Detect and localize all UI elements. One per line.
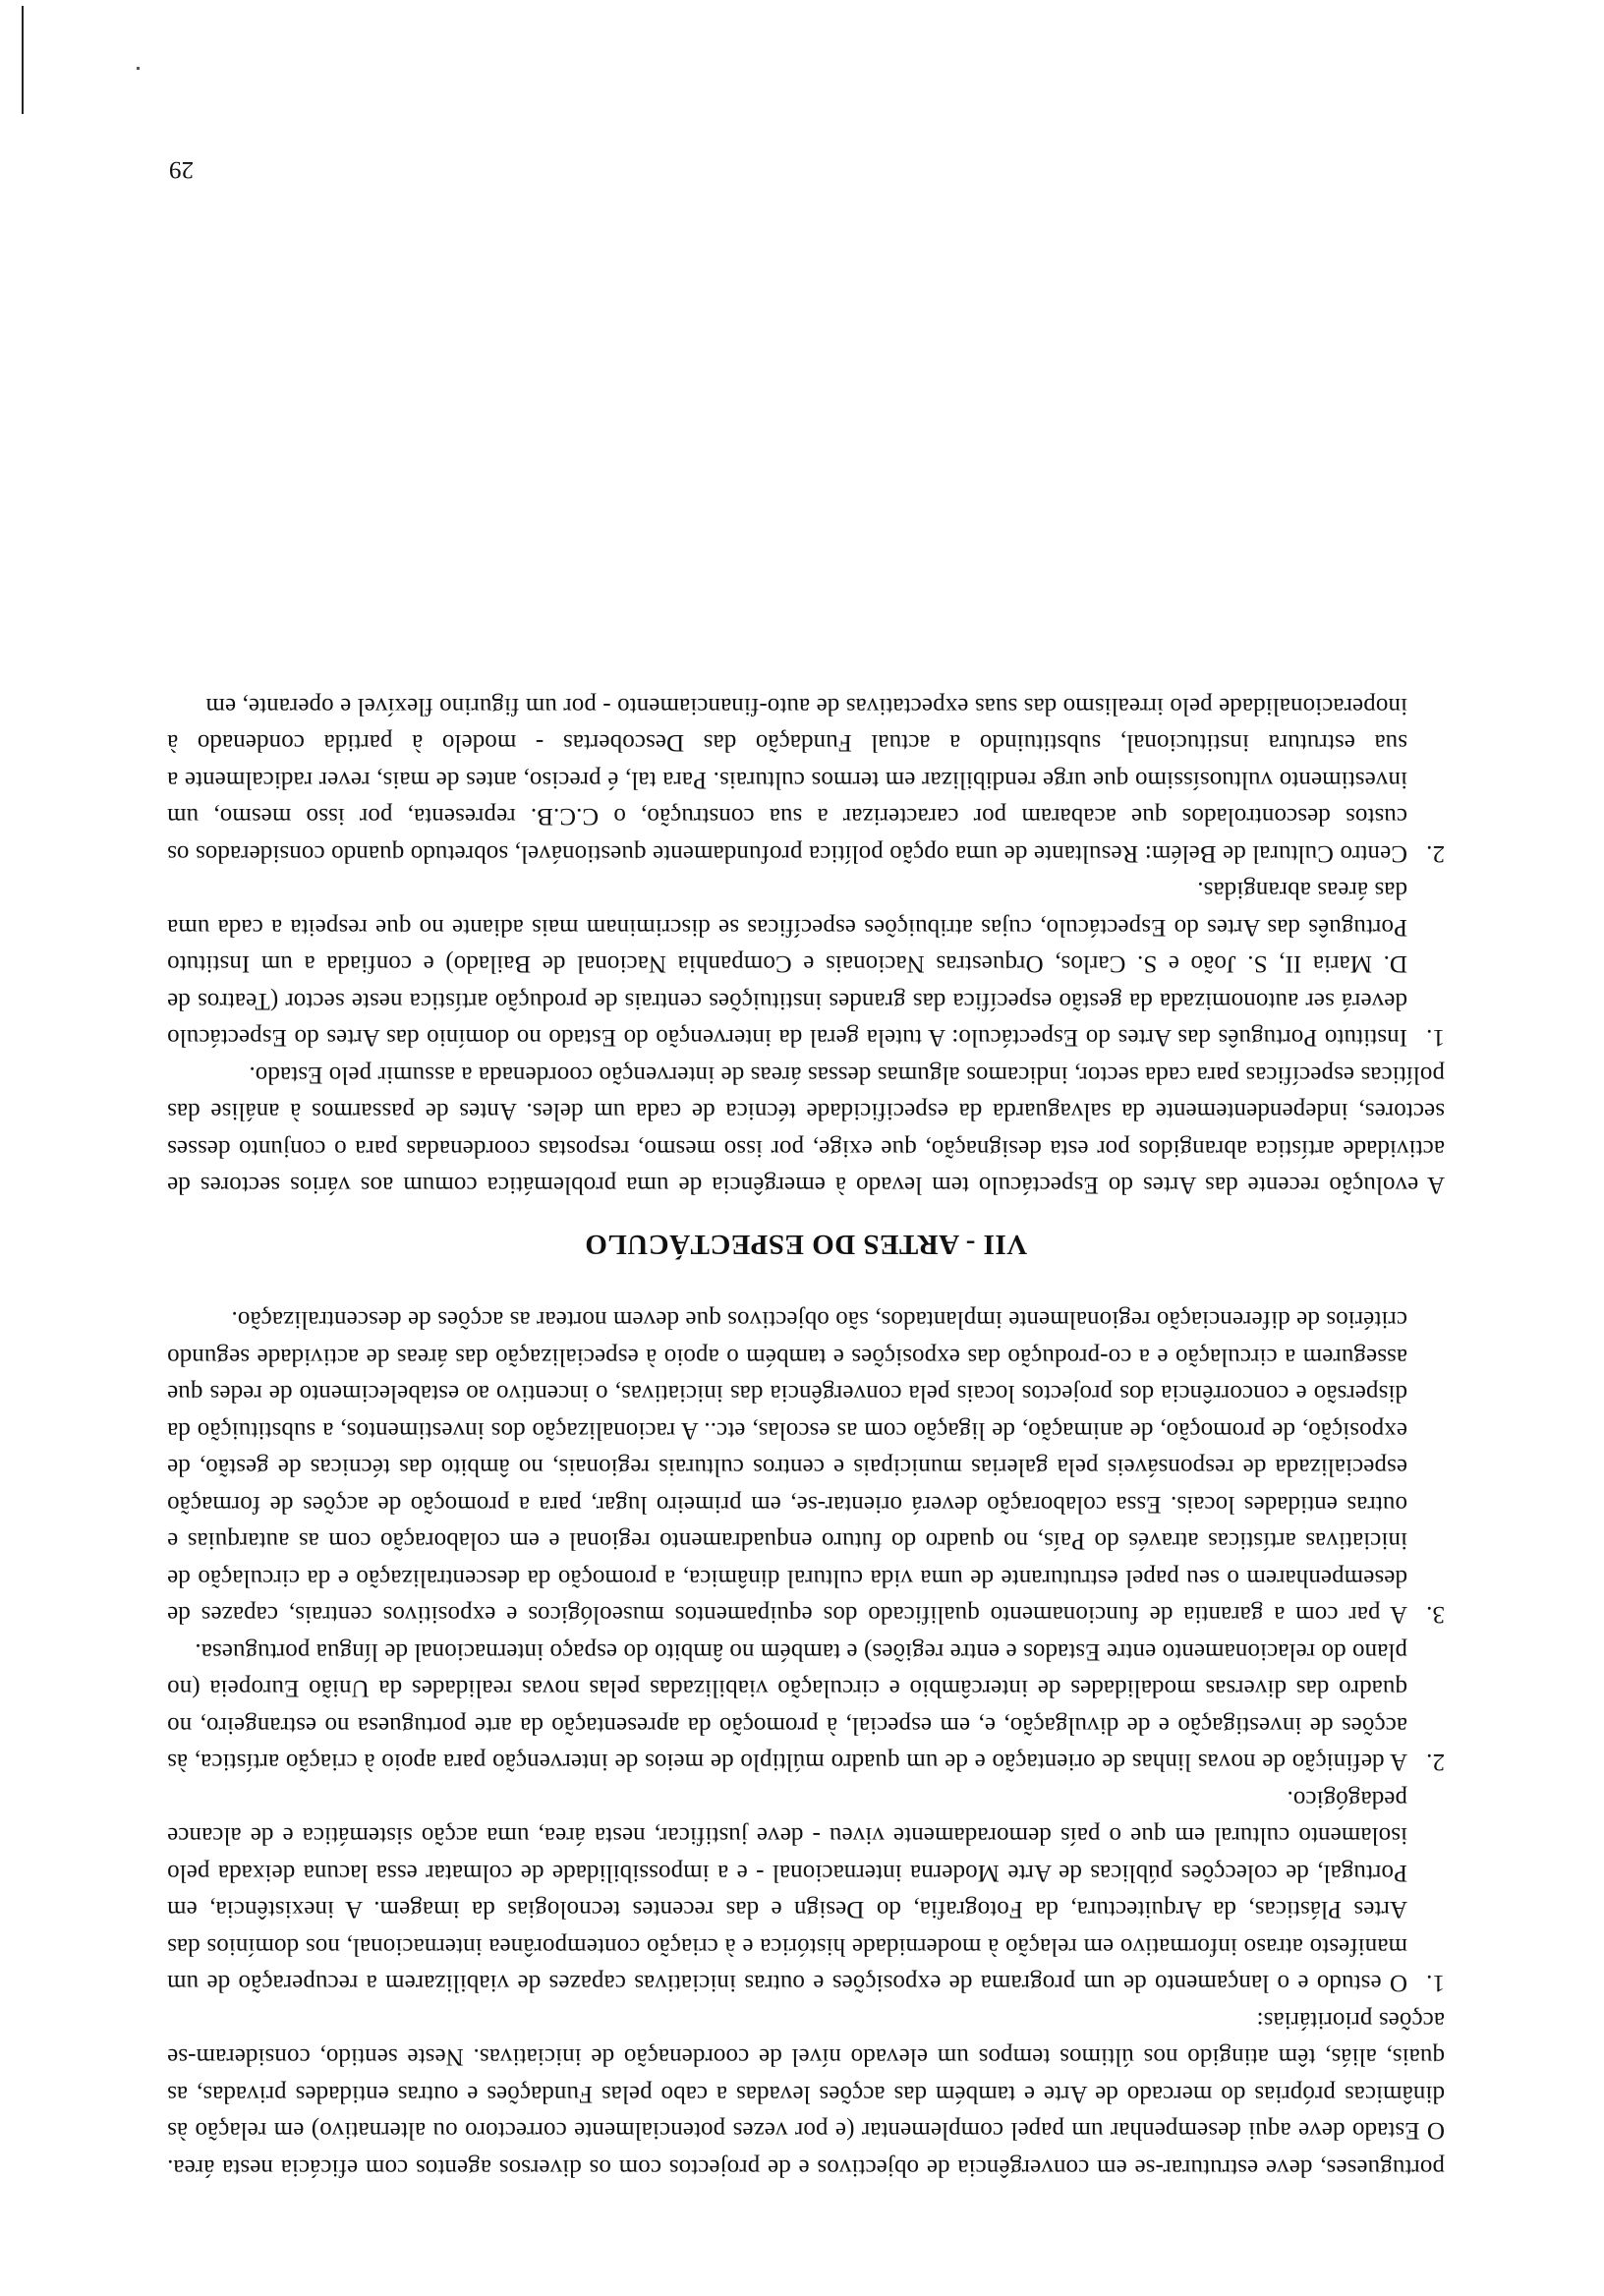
priority-list xyxy=(167,1301,1445,2002)
page-number: 29 xyxy=(169,156,194,183)
item-text: Centro Cultural de Belém: Resultante de uma opção política profundamente questionável, sobretudo quando considerados os custos descontrolados que acabaram por caracterizar a sua construção, o C.C.B. representa, por isso mesmo, um investimento vultuosíssimo que urge rendibilizar em termos culturais. Para tal, é preciso, antes de mais, rever radicalmente a sua estrutura institucional, substituindo a actual Fundação das Descobertas - modelo à partida condenado à inoperacionalidade pelo irrealismo das suas expectativas de auto-financiamento - por um figurino flexível e operante, em xyxy=(167,693,1407,867)
section-list xyxy=(167,688,1445,1057)
priority-item-2 xyxy=(167,1634,1445,1781)
item-number: 3. xyxy=(1426,1601,1445,1629)
section-item-2 xyxy=(167,688,1445,873)
item-number: 1. xyxy=(1426,1024,1445,1052)
item-number: 2. xyxy=(1426,1749,1445,1776)
scan-speck xyxy=(137,67,140,70)
priority-item-3 xyxy=(167,1301,1445,1634)
section-heading: VII - ARTES DO ESPECTÁCULO xyxy=(584,1229,1028,1260)
section-intro: A evolução recente das Artes do Espectáculo tem levado à emergência de uma problemática comum aos vários sectores de actividade artística abrangidos por esta designação, que exige, por isso mesmo, respostas coordenadas para o conjunto desses sectores, independentemente da salvaguarda da especificidade técnica de cada um deles. Antes de passarmos à análise das políticas específicas para cada sector, indicamos algumas dessas áreas de intervenção coordenada a assumir pelo Estado. xyxy=(167,1062,1445,1199)
scan-edge-line xyxy=(22,6,24,114)
item-text: A definição de novas linhas de orientação e de um quadro múltiplo de meios de intervenção para apoio à criação artística, às acções de investigação e de divulgação, e, em especial, à promoção da apresentação da arte portuguesa no estrangeiro, no quadro das diversas modalidades de intercâmbio e circulação viabilizadas pelas novas realidades da União Europeia (no plano do relacionamento entre Estados e entre regiões) e também no âmbito do espaço internacional de língua portuguesa. xyxy=(167,1638,1407,1776)
intro-paragraph: portugueses, deve estruturar-se em convergência de objectivos e de projectos com os diversos agentos com eficácia nesta área. O Estado deve aqui desempenhar um papel complementar (e por vezes potencialmente correctoro ou alternativo) em relação às dinâmicas próprias do mercado de Arte e também das acções levadas a cabo pelas Fundações e outras entidades privadas, as quais, aliás, têm atingido nos últimos tempos um elevado nível de coordenação de iniciativas. Neste sentido, consideram-se acções prioritárias: xyxy=(167,2007,1445,2181)
page-body xyxy=(167,688,1445,2187)
section-item-1 xyxy=(167,872,1445,1057)
item-text: O estudo e o lançamento de um programa de exposições e outras iniciativas capazes de viabilizarem a recuperação de um manifesto atraso informativo em relação à modernidade histórica e à criação contemporânea internacional, nos domínios das Artes Plásticas, da Arquitectura, da Fotografia, do Design e das recentes tecnologias da imagem. A inexistência, em Portugal, de colecções públicas de Arte Moderna internacional - e a impossibilidade de colmatar essa lacuna deixada pelo isolamento cultural em que o país demoradamente viveu - deve justificar, nesta área, uma acção sistemática e de alcance pedagógico. xyxy=(167,1786,1407,1997)
priority-item-1 xyxy=(167,1781,1445,2002)
item-number: 2. xyxy=(1426,840,1445,867)
item-text: Instituto Português das Artes do Espectáculo: A tutela geral da intervenção do Estado no domínio das Artes do Espectáculo deverá ser autonomizada da gestão específica das grandes instituições centrais de produção artística neste sector (Teatros de D. Maria II, S. João e S. Carlos, Orquestras Nacionais e Companhia Nacional de Bailado) e confiada a um Instituto Português das Artes do Espectáculo, cujas atribuições específicas se discriminam mais adiante no que respeita a cada uma das áreas abrangidas. xyxy=(167,877,1407,1052)
item-number: 1. xyxy=(1426,1970,1445,1997)
item-text: A par com a garantia de funcionamento qualificado dos equipamentos museológicos e expositivos centrais, capazes de desempenharem o seu papel estruturante de uma vida cultural dinâmica, a promoção da descentralização e da circulação de iniciativas artísticas através do País, no quadro do futuro enquadramento regional e em colaboração com as autarquias e outras entidades locais. Essa colaboração deverá orientar-se, em primeiro lugar, para a promoção de acções de formação especializada de responsáveis pela galerias municipais e centros culturais regionais, no âmbito das técnicas de gestão, de exposição, de promoção, de animação, de ligação com as escolas, etc.. A racionalização dos investimentos, a substituição da dispersão e concorrência dos projectos locais pela convergência das iniciativas, o incentivo ao estabelecimento de redes que assegurem a circulação e a co-produção das exposições e também o apoio à especialização das áreas de actividade segundo critérios de diferenciação regionalmente implantados, são objectivos que devem nortear as acções de descentralização. xyxy=(167,1306,1407,1629)
